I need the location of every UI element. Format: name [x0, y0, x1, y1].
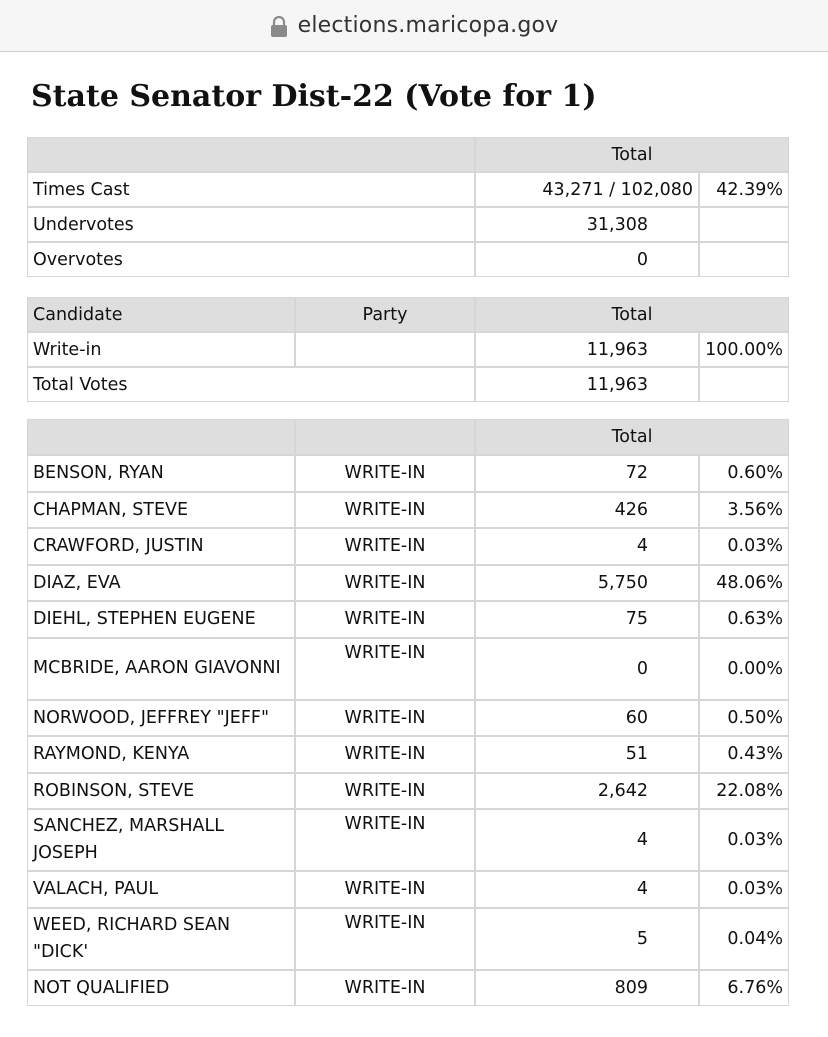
total-votes-value: 11,963: [475, 367, 699, 402]
summary-percent: [699, 242, 789, 277]
table-row: [27, 809, 789, 871]
writein-percent: 0.03%: [699, 528, 789, 565]
table-row: [27, 700, 789, 737]
writein-total: 75: [475, 601, 699, 638]
writein-party: WRITE-IN: [295, 773, 475, 810]
browser-url-bar[interactable]: [0, 0, 828, 52]
table-row: [27, 773, 789, 810]
writein-percent: 0.03%: [699, 871, 789, 908]
writein-percent: 0.03%: [699, 809, 789, 871]
writein-party: WRITE-IN: [295, 565, 475, 602]
writein-name: RAYMOND, KENYA: [27, 736, 295, 773]
table-row: [27, 565, 789, 602]
writein-name: DIEHL, STEPHEN EUGENE: [27, 601, 295, 638]
summary-value: 43,271 / 102,080: [475, 172, 699, 207]
table-row: [27, 871, 789, 908]
writein-table: [27, 419, 789, 1006]
table-row: [27, 455, 789, 492]
writein-name: CRAWFORD, JUSTIN: [27, 528, 295, 565]
writein-party: WRITE-IN: [295, 809, 475, 871]
writein-party: WRITE-IN: [295, 736, 475, 773]
candidate-name: Write-in: [27, 332, 295, 367]
table-row: [27, 601, 789, 638]
writein-party: WRITE-IN: [295, 601, 475, 638]
writein-header-name: [27, 419, 295, 455]
writein-total: 0: [475, 638, 699, 700]
writein-name: NOT QUALIFIED: [27, 970, 295, 1007]
writein-total: 5,750: [475, 565, 699, 602]
writein-total: 4: [475, 809, 699, 871]
writein-party: WRITE-IN: [295, 871, 475, 908]
summary-row-overvotes: [27, 242, 789, 277]
table-row: [27, 970, 789, 1007]
summary-header-total: Total: [475, 137, 789, 172]
writein-party: WRITE-IN: [295, 528, 475, 565]
writein-total: 4: [475, 871, 699, 908]
writein-total: 2,642: [475, 773, 699, 810]
total-votes-percent: [699, 367, 789, 402]
writein-percent: 0.50%: [699, 700, 789, 737]
table-row: [27, 638, 789, 700]
total-votes-label: Total Votes: [27, 367, 475, 402]
candidate-header: Candidate: [27, 297, 295, 332]
table-row: [27, 528, 789, 565]
writein-total: 51: [475, 736, 699, 773]
page-title: State Senator Dist-22 (Vote for 1): [31, 79, 597, 114]
writein-percent: 0.43%: [699, 736, 789, 773]
writein-name: BENSON, RYAN: [27, 455, 295, 492]
summary-value: 0: [475, 242, 699, 277]
writein-percent: 0.04%: [699, 908, 789, 970]
table-row: [27, 908, 789, 970]
writein-percent: 6.76%: [699, 970, 789, 1007]
writein-total: 809: [475, 970, 699, 1007]
candidate-percent: 100.00%: [699, 332, 789, 367]
summary-header-blank: [27, 137, 475, 172]
summary-label: Times Cast: [27, 172, 475, 207]
writein-percent: 22.08%: [699, 773, 789, 810]
writein-percent: 3.56%: [699, 492, 789, 529]
summary-percent: 42.39%: [699, 172, 789, 207]
writein-name: WEED, RICHARD SEAN "DICK': [27, 908, 295, 970]
writein-name: DIAZ, EVA: [27, 565, 295, 602]
writein-party: WRITE-IN: [295, 455, 475, 492]
summary-label: Undervotes: [27, 207, 475, 242]
summary-row-times-cast: [27, 172, 789, 207]
writein-party: WRITE-IN: [295, 638, 475, 700]
writein-total: 426: [475, 492, 699, 529]
writein-name: SANCHEZ, MARSHALL JOSEPH: [27, 809, 295, 871]
summary-row-undervotes: [27, 207, 789, 242]
writein-party: WRITE-IN: [295, 908, 475, 970]
summary-value: 31,308: [475, 207, 699, 242]
writein-name: VALACH, PAUL: [27, 871, 295, 908]
candidate-header-row: [27, 297, 789, 332]
writein-percent: 0.63%: [699, 601, 789, 638]
url-text: elections.maricopa.gov: [297, 13, 559, 38]
lock-icon: [270, 16, 288, 38]
writein-total: 4: [475, 528, 699, 565]
writein-party: WRITE-IN: [295, 700, 475, 737]
summary-percent: [699, 207, 789, 242]
writein-percent: 48.06%: [699, 565, 789, 602]
party-header: Party: [295, 297, 475, 332]
writein-total: 60: [475, 700, 699, 737]
writein-name: CHAPMAN, STEVE: [27, 492, 295, 529]
candidate-party: [295, 332, 475, 367]
candidate-total: 11,963: [475, 332, 699, 367]
writein-name: NORWOOD, JEFFREY "JEFF": [27, 700, 295, 737]
total-header: Total: [475, 297, 789, 332]
table-row: [27, 492, 789, 529]
writein-party: WRITE-IN: [295, 492, 475, 529]
writein-name: ROBINSON, STEVE: [27, 773, 295, 810]
summary-label: Overvotes: [27, 242, 475, 277]
candidate-row-write-in: [27, 332, 789, 367]
writein-percent: 0.00%: [699, 638, 789, 700]
summary-table: [27, 137, 789, 277]
writein-percent: 0.60%: [699, 455, 789, 492]
writein-total: 5: [475, 908, 699, 970]
summary-header-row: [27, 137, 789, 172]
candidate-table: [27, 297, 789, 402]
writein-name: MCBRIDE, AARON GIAVONNI: [27, 638, 295, 700]
total-votes-row: [27, 367, 789, 402]
writein-header-total: Total: [475, 419, 789, 455]
table-row: [27, 736, 789, 773]
writein-party: WRITE-IN: [295, 970, 475, 1007]
writein-total: 72: [475, 455, 699, 492]
writein-header-row: [27, 419, 789, 455]
writein-header-party: [295, 419, 475, 455]
